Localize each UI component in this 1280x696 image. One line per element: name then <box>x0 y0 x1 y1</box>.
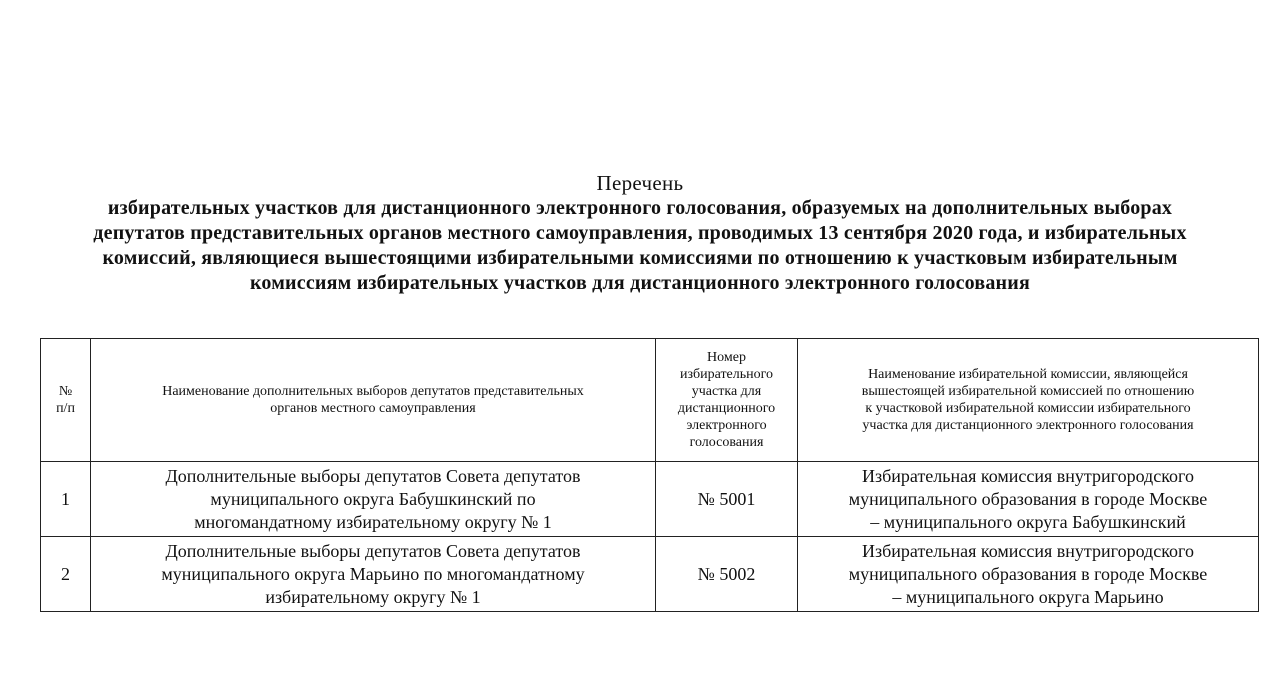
row-commission-line: Избирательная комиссия внутригородского <box>862 465 1194 486</box>
row-election-line: Дополнительные выборы депутатов Совета депутатов <box>165 465 581 486</box>
precinct-table <box>40 338 1259 612</box>
row-election-name <box>91 462 656 537</box>
row-election-line: муниципального округа Марьино по многомандатному <box>161 563 585 584</box>
row-commission-line: муниципального образования в городе Москве <box>848 488 1208 509</box>
row-election-name <box>91 537 656 612</box>
header-commission-line: к участковой избирательной комиссии избирательного <box>865 401 1191 416</box>
header-precinct-line: электронного <box>686 418 767 433</box>
row-commission-line: Избирательная комиссия внутригородского <box>862 540 1194 561</box>
header-election-line: органов местного самоуправления <box>270 401 476 416</box>
row-commission-line: – муниципального округа Марьино <box>892 586 1164 607</box>
row-commission-name <box>798 462 1259 537</box>
header-commission-name <box>798 339 1259 462</box>
header-precinct-line: участка для <box>691 384 762 399</box>
header-number <box>41 339 91 462</box>
table-row <box>41 537 1259 612</box>
row-election-line: Дополнительные выборы депутатов Совета депутатов <box>165 540 581 561</box>
document-subtitle-line-4: комиссиям избирательных участков для дистанционного электронного голосования <box>249 272 1031 294</box>
header-precinct-line: избирательного <box>679 367 774 382</box>
row-commission-name <box>798 537 1259 612</box>
header-number-line: п/п <box>56 401 75 416</box>
document-heading <box>0 170 1280 296</box>
row-election-line: муниципального округа Бабушкинский по <box>210 488 536 509</box>
header-precinct-line: голосования <box>689 435 764 450</box>
row-precinct-number: № 5001 <box>656 462 798 537</box>
document-subtitle-line-3: комиссий, являющиеся вышестоящими избирательными комиссиями по отношению к участковым избирательным <box>102 247 1178 269</box>
row-election-line: избирательному округу № 1 <box>265 586 481 607</box>
table-row <box>41 462 1259 537</box>
header-election-line: Наименование дополнительных выборов депутатов представительных <box>162 384 584 399</box>
header-precinct-number <box>656 339 798 462</box>
header-commission-line: участка для дистанционного электронного голосования <box>862 418 1194 433</box>
row-precinct-number: № 5002 <box>656 537 798 612</box>
header-commission-line: Наименование избирательной комиссии, являющейся <box>868 367 1188 382</box>
header-election-name <box>91 339 656 462</box>
document-subtitle-line-1: избирательных участков для дистанционного электронного голосования, образуемых на дополнительных выборах <box>107 197 1173 219</box>
row-commission-line: муниципального образования в городе Москве <box>848 563 1208 584</box>
row-commission-line: – муниципального округа Бабушкинский <box>870 511 1186 532</box>
table-header-row <box>41 339 1259 462</box>
header-precinct-line: дистанционного <box>677 401 776 416</box>
header-commission-line: вышестоящей избирательной комиссией по отношению <box>861 384 1195 399</box>
document-title: Перечень <box>596 171 684 195</box>
header-number-line: № <box>58 384 73 399</box>
header-precinct-line: Номер <box>707 350 746 365</box>
document-subtitle-line-2: депутатов представительных органов местного самоуправления, проводимых 13 сентября 2020 года, и избирательных <box>93 222 1187 244</box>
row-election-line: многомандатному избирательному округу № 1 <box>194 511 552 532</box>
row-number: 1 <box>41 462 91 537</box>
row-number: 2 <box>41 537 91 612</box>
